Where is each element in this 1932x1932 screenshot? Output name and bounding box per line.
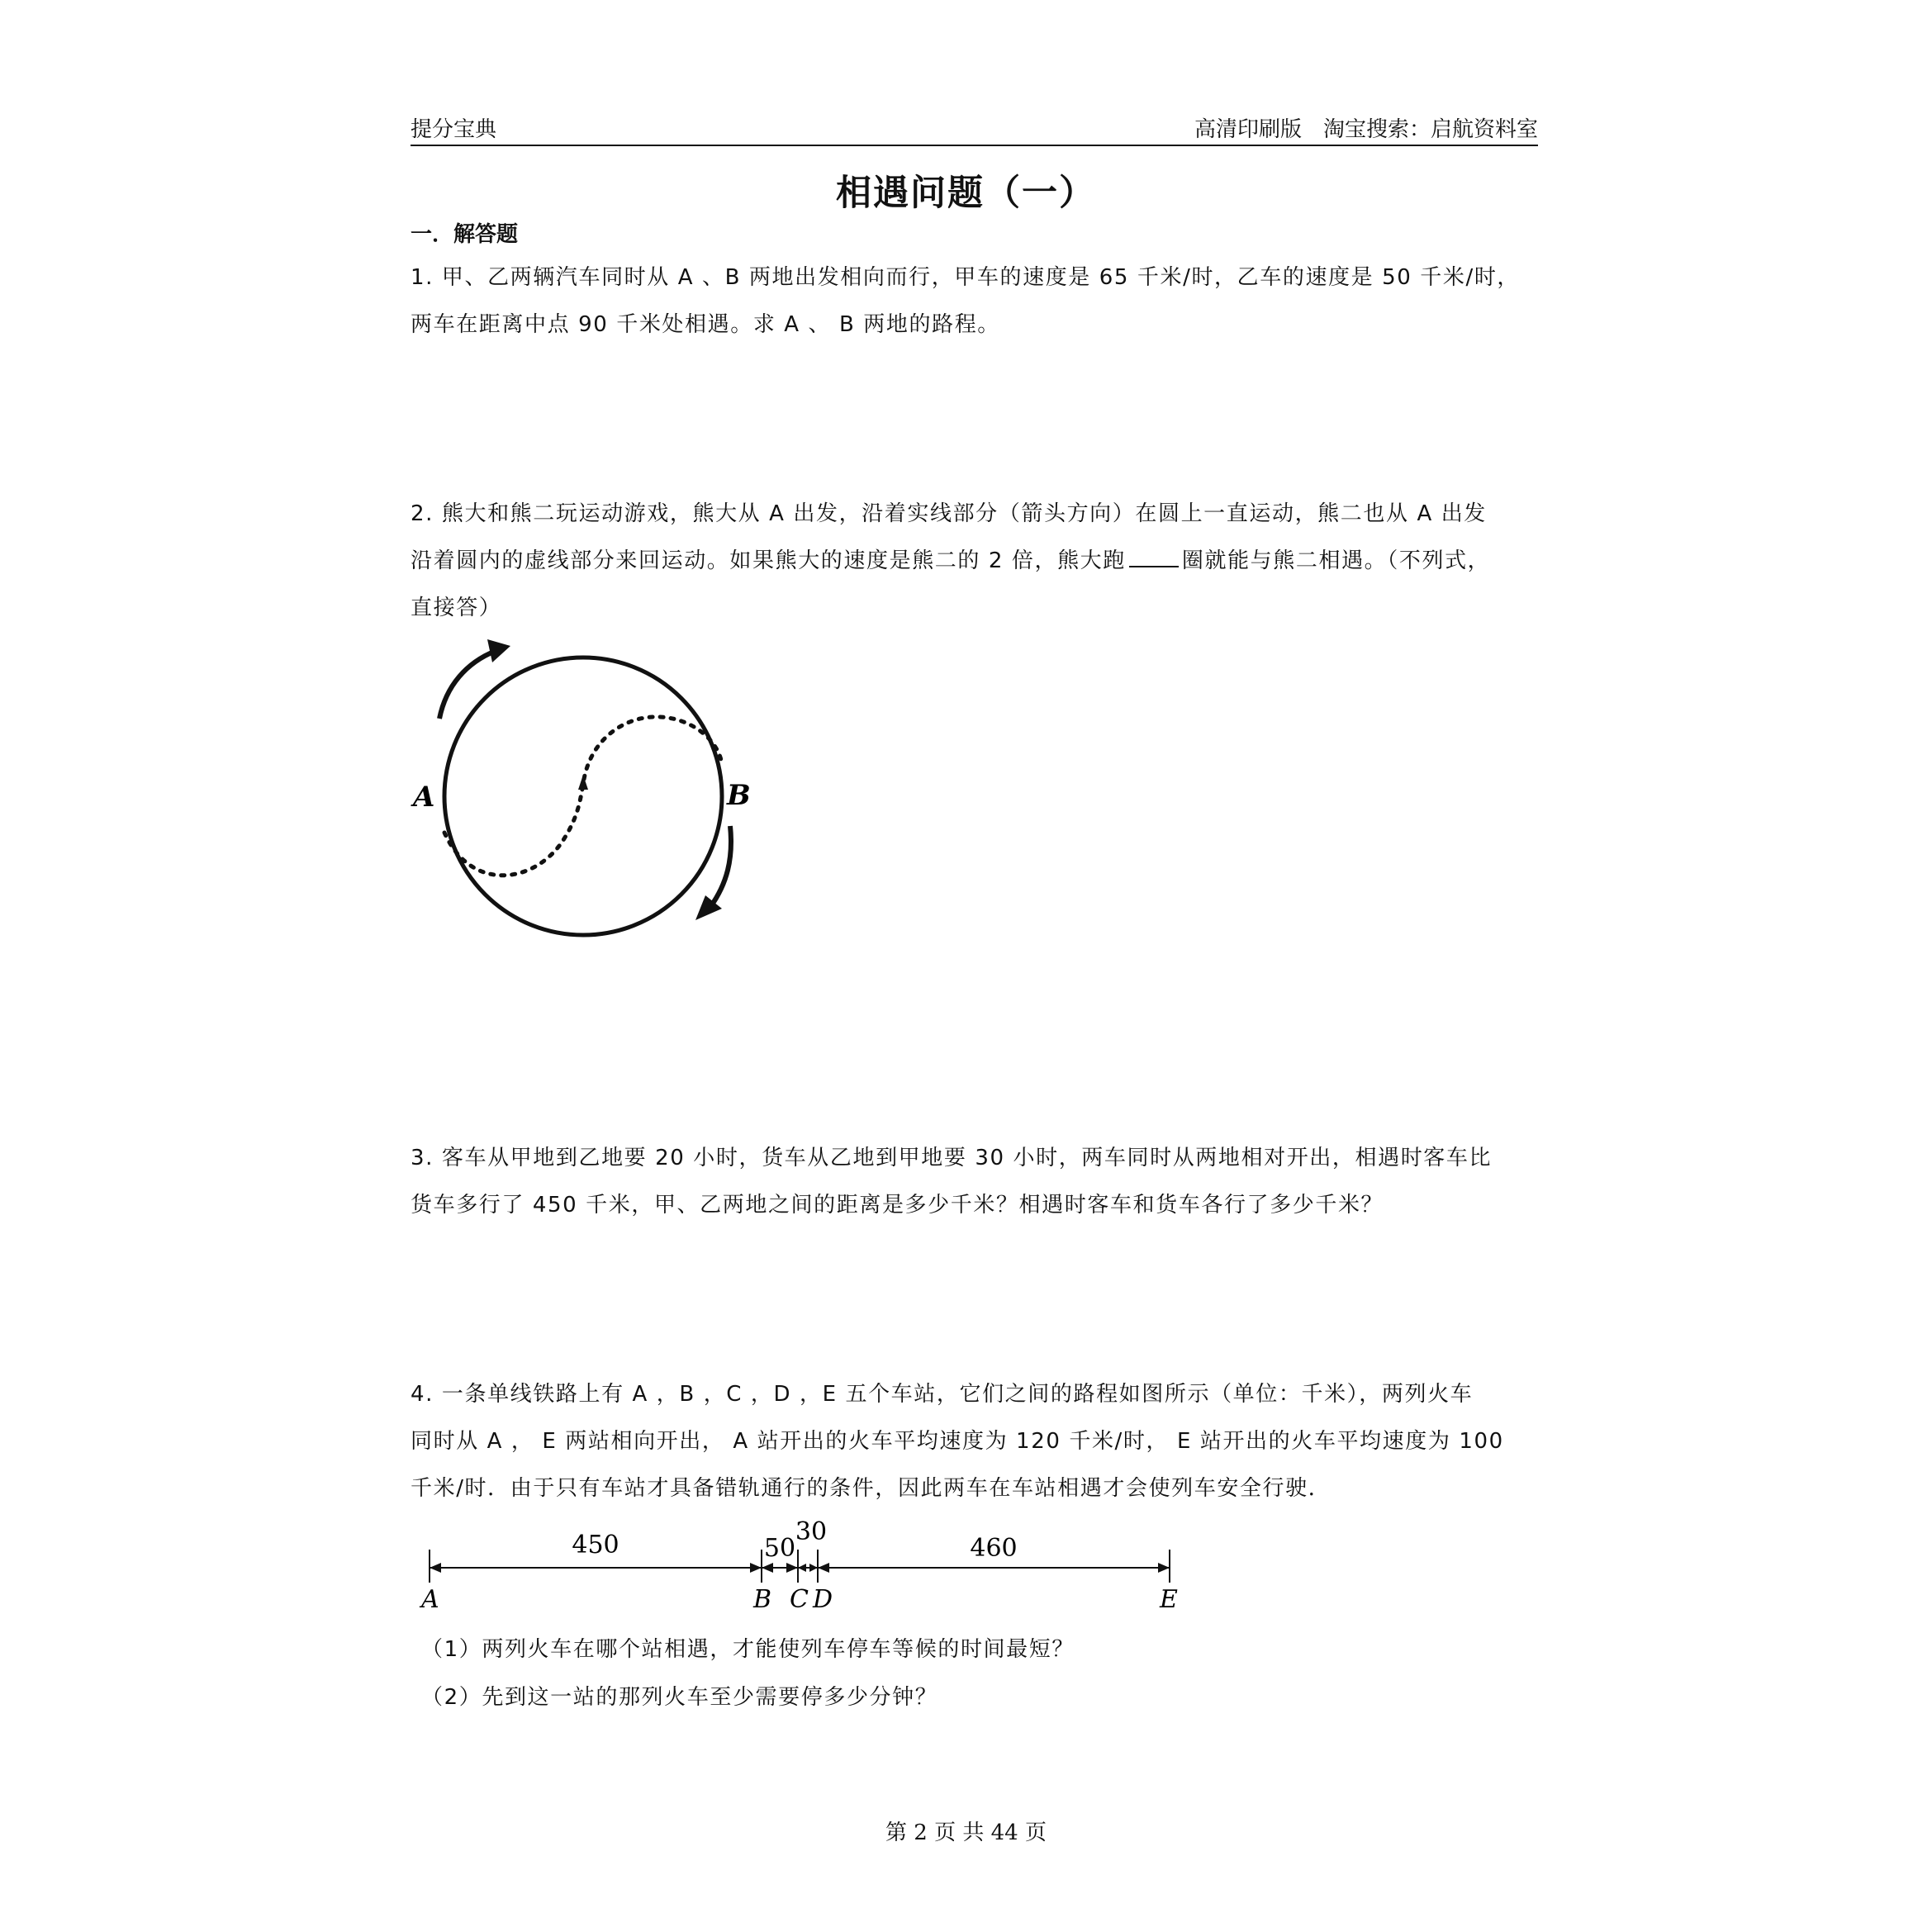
station-e: E [1160,1585,1178,1614]
arrow-d-left-icon [809,1564,818,1572]
station-a: A [421,1585,439,1614]
section-heading: 一．解答题 [411,222,519,247]
arrow-e-left-icon [1158,1563,1170,1573]
circle-track [444,657,722,935]
circle-path-figure [405,636,776,966]
arrow-b-right-icon [762,1563,773,1573]
page-title: 相遇问题（一） [836,173,1096,214]
question-3 [411,1135,1538,1229]
dashed-s-curve [444,717,721,876]
station-c: C [790,1585,809,1614]
answer-blank[interactable] [1129,548,1179,567]
label-a: A [413,781,435,814]
arrow-c-left-icon [786,1563,798,1573]
railway-distance-figure [405,1520,1198,1619]
arrow-c-right-icon [798,1564,806,1572]
distance-cd: 30 [795,1520,828,1546]
arrow-b-left-icon [750,1563,762,1573]
question-4-line-1: 4. 一条单线铁路上有 A ，B ，C ，D ，E 五个车站，它们之间的路程如图所示（单位：千米），两列火车 [411,1382,1474,1407]
question-4-line-2: 同时从 A ， E 两站相向开出， A 站开出的火车平均速度为 120 千米/时， E 站开出的火车平均速度为 100 [411,1429,1504,1454]
question-3-line-1: 3. 客车从甲地到乙地要 20 小时，货车从乙地到甲地要 30 小时，两车同时从两地相对开出，相遇时客车比 [411,1146,1493,1170]
distance-bc: 50 [763,1534,796,1563]
question-3-line-2: 货车多行了 450 千米，甲、乙两地之间的距离是多少千米？相遇时客车和货车各行了多少千米？ [411,1193,1384,1218]
subquestion-2: （2）先到这一站的那列火车至少需要停多少分钟？ [421,1685,938,1710]
question-2-line-2-post: 圈就能与熊二相遇。（不列式， [1181,548,1491,573]
question-1-line-1: 1. 甲、乙两辆汽车同时从 A 、B 两地出发相向而行，甲车的速度是 65 千米/时，乙车的速度是 50 千米/时， [411,265,1521,290]
question-2-line-3: 直接答） [411,596,502,620]
header-divider [411,145,1538,146]
question-2-line-2-pre: 沿着圆内的虚线部分来回运动。如果熊大的速度是熊二的 2 倍，熊大跑 [411,548,1126,573]
label-b: B [727,779,751,812]
arrow-a-right-icon [430,1563,441,1573]
header-right-text: 高清印刷版 淘宝搜索：启航资料室 [1194,117,1538,142]
curve-arrow-icon [578,775,588,790]
top-arrow-icon [487,639,510,662]
question-4 [411,1371,1538,1512]
arrow-d-right-icon [818,1563,829,1573]
station-d: D [813,1585,833,1614]
station-b: B [753,1585,772,1614]
distance-ab: 450 [572,1531,619,1559]
question-4-line-3: 千米/时．由于只有车站才具备错轨通行的条件，因此两车在车站相遇才会使列车安全行驶． [411,1476,1332,1501]
distance-de: 460 [970,1534,1018,1563]
page-footer: 第 2 页 共 44 页 [885,1820,1047,1845]
header-left-text: 提分宝典 [411,117,497,142]
subquestion-1: （1）两列火车在哪个站相遇，才能使列车停车等候的时间最短？ [421,1637,1075,1662]
question-1-line-2: 两车在距离中点 90 千米处相遇。求 A 、 B 两地的路程。 [411,312,1000,337]
top-arc [439,651,496,719]
question-2 [411,491,1538,632]
question-2-line-2 [411,538,1538,585]
question-1 [411,254,1538,349]
question-2-line-1: 2. 熊大和熊二玩运动游戏，熊大从 A 出发，沿着实线部分（箭头方向）在圆上一直运动，熊二也从 A 出发 [411,501,1487,526]
